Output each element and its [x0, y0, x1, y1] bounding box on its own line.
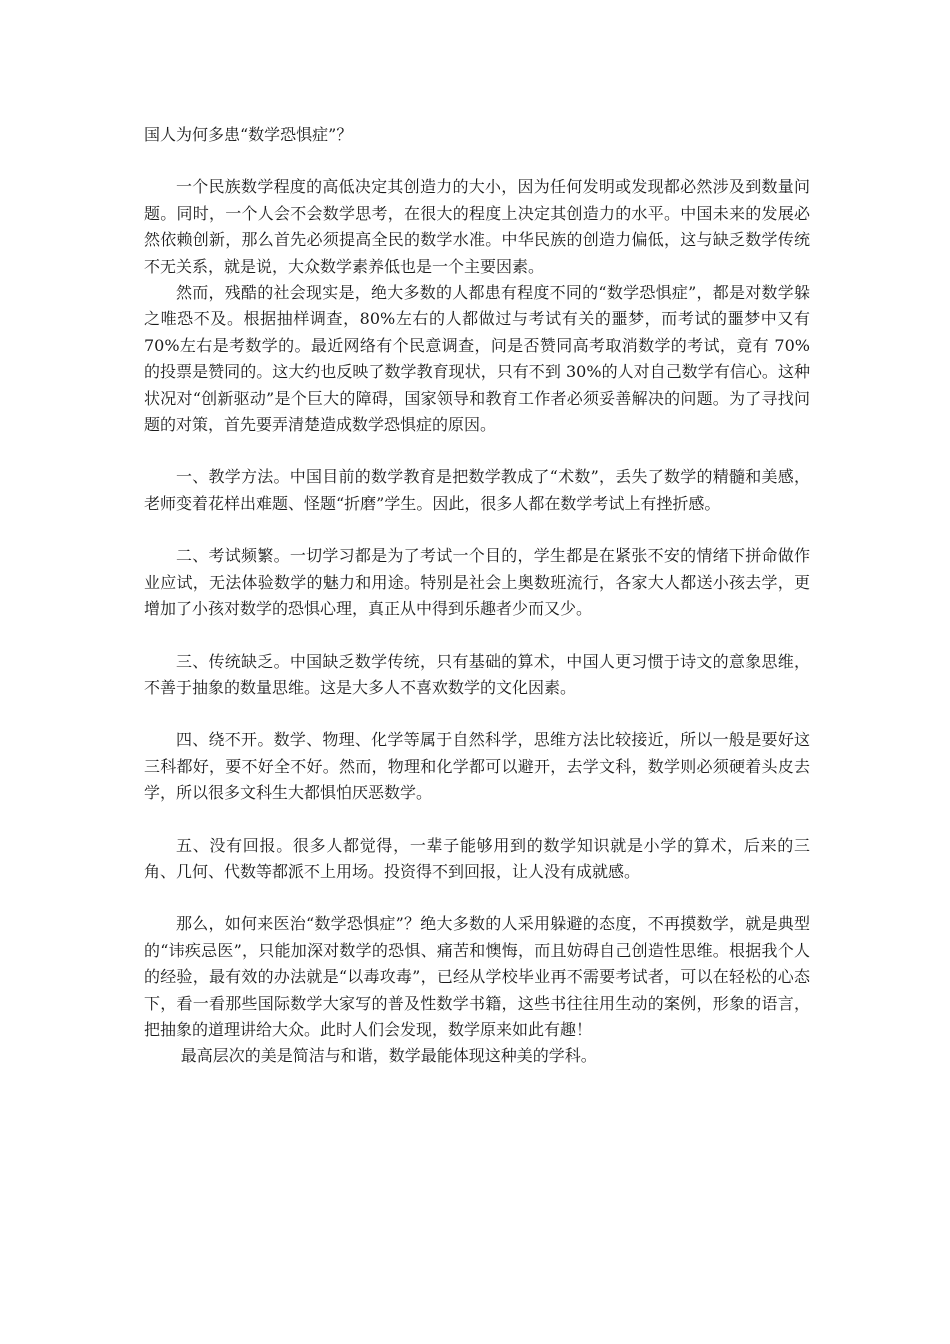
document-title: 国人为何多患“数学恐惧症”？ [144, 125, 353, 144]
paragraph-closing: 最高层次的美是简洁与和谐，数学最能体现这种美的学科。 [180, 1046, 597, 1066]
paragraph-remedy: 那么，如何来医治“数学恐惧症”？绝大多数的人采用躲避的态度，不再摸数学，就是典型的“讳疾忌医”，只能加深对数学的恐惧、痛苦和懊悔，而且妨碍自己创造性思维。根据我个人的经验，最有效的办法就是“以毒攻毒”，已经从学校毕业再不需要考试者，可以在轻松的心态下，看一看那些国际数学大家写的普及性数学书籍，这些书往往用生动的案例，形象的语言，把抽象的道理讲给大众。此时人们会发现，数学原来如此有趣！ [144, 914, 810, 1039]
paragraph-reality: 然而，残酷的社会现实是，绝大多数的人都患有程度不同的“数学恐惧症”，都是对数学躲之唯恐不及。根据抽样调查，80%左右的人都做过与考试有关的噩梦，而考试的噩梦中又有 70%左右是考数学的。最近网络有个民意调查，问是否赞同高考取消数学的考试，竟有 70%的投票是赞同的。这大约也反映了数学教育现状，只有不到 30%的人对自己数学有信心。这种状况对“创新驱动”是个巨大的障碍，国家领导和教育工作者必须妥善解决的问题。为了寻找问题的对策，首先要弄清楚造成数学恐惧症的原因。 [144, 283, 810, 435]
paragraph-reason-no-reward: 五、没有回报。很多人都觉得，一辈子能够用到的数学知识就是小学的算术，后来的三角、几何、代数等都派不上用场。投资得不到回报，让人没有成就感。 [144, 835, 810, 881]
paragraph-intro: 一个民族数学程度的高低决定其创造力的大小，因为任何发明或发现都必然涉及到数量问题。同时，一个人会不会数学思考，在很大的程度上决定其创造力的水平。中国未来的发展必然依赖创新，那么首先必须提高全民的数学水准。中华民族的创造力偏低，这与缺乏数学传统不无关系，就是说，大众数学素养低也是一个主要因素。 [144, 177, 810, 276]
paragraph-reason-exams: 二、考试频繁。一切学习都是为了考试一个目的，学生都是在紧张不安的情绪下拼命做作业应试，无法体验数学的魅力和用途。特别是社会上奥数班流行，各家大人都送小孩去学，更增加了小孩对数学的恐惧心理，真正从中得到乐趣者少而又少。 [144, 546, 810, 619]
paragraph-reason-teaching: 一、教学方法。中国目前的数学教育是把数学教成了“术数”，丢失了数学的精髓和美感，老师变着花样出难题、怪题“折磨”学生。因此，很多人都在数学考试上有挫折感。 [144, 467, 810, 513]
paragraph-reason-unavoidable: 四、绕不开。数学、物理、化学等属于自然科学，思维方法比较接近，所以一般是要好这三科都好，要不好全不好。然而，物理和化学都可以避开，去学文科，数学则必须硬着头皮去学，所以很多文科生大都惧怕厌恶数学。 [144, 730, 810, 803]
document-page [144, 122, 810, 1070]
paragraph-reason-tradition: 三、传统缺乏。中国缺乏数学传统，只有基础的算术，中国人更习惯于诗文的意象思维，不善于抽象的数量思维。这是大多人不喜欢数学的文化因素。 [144, 651, 810, 697]
